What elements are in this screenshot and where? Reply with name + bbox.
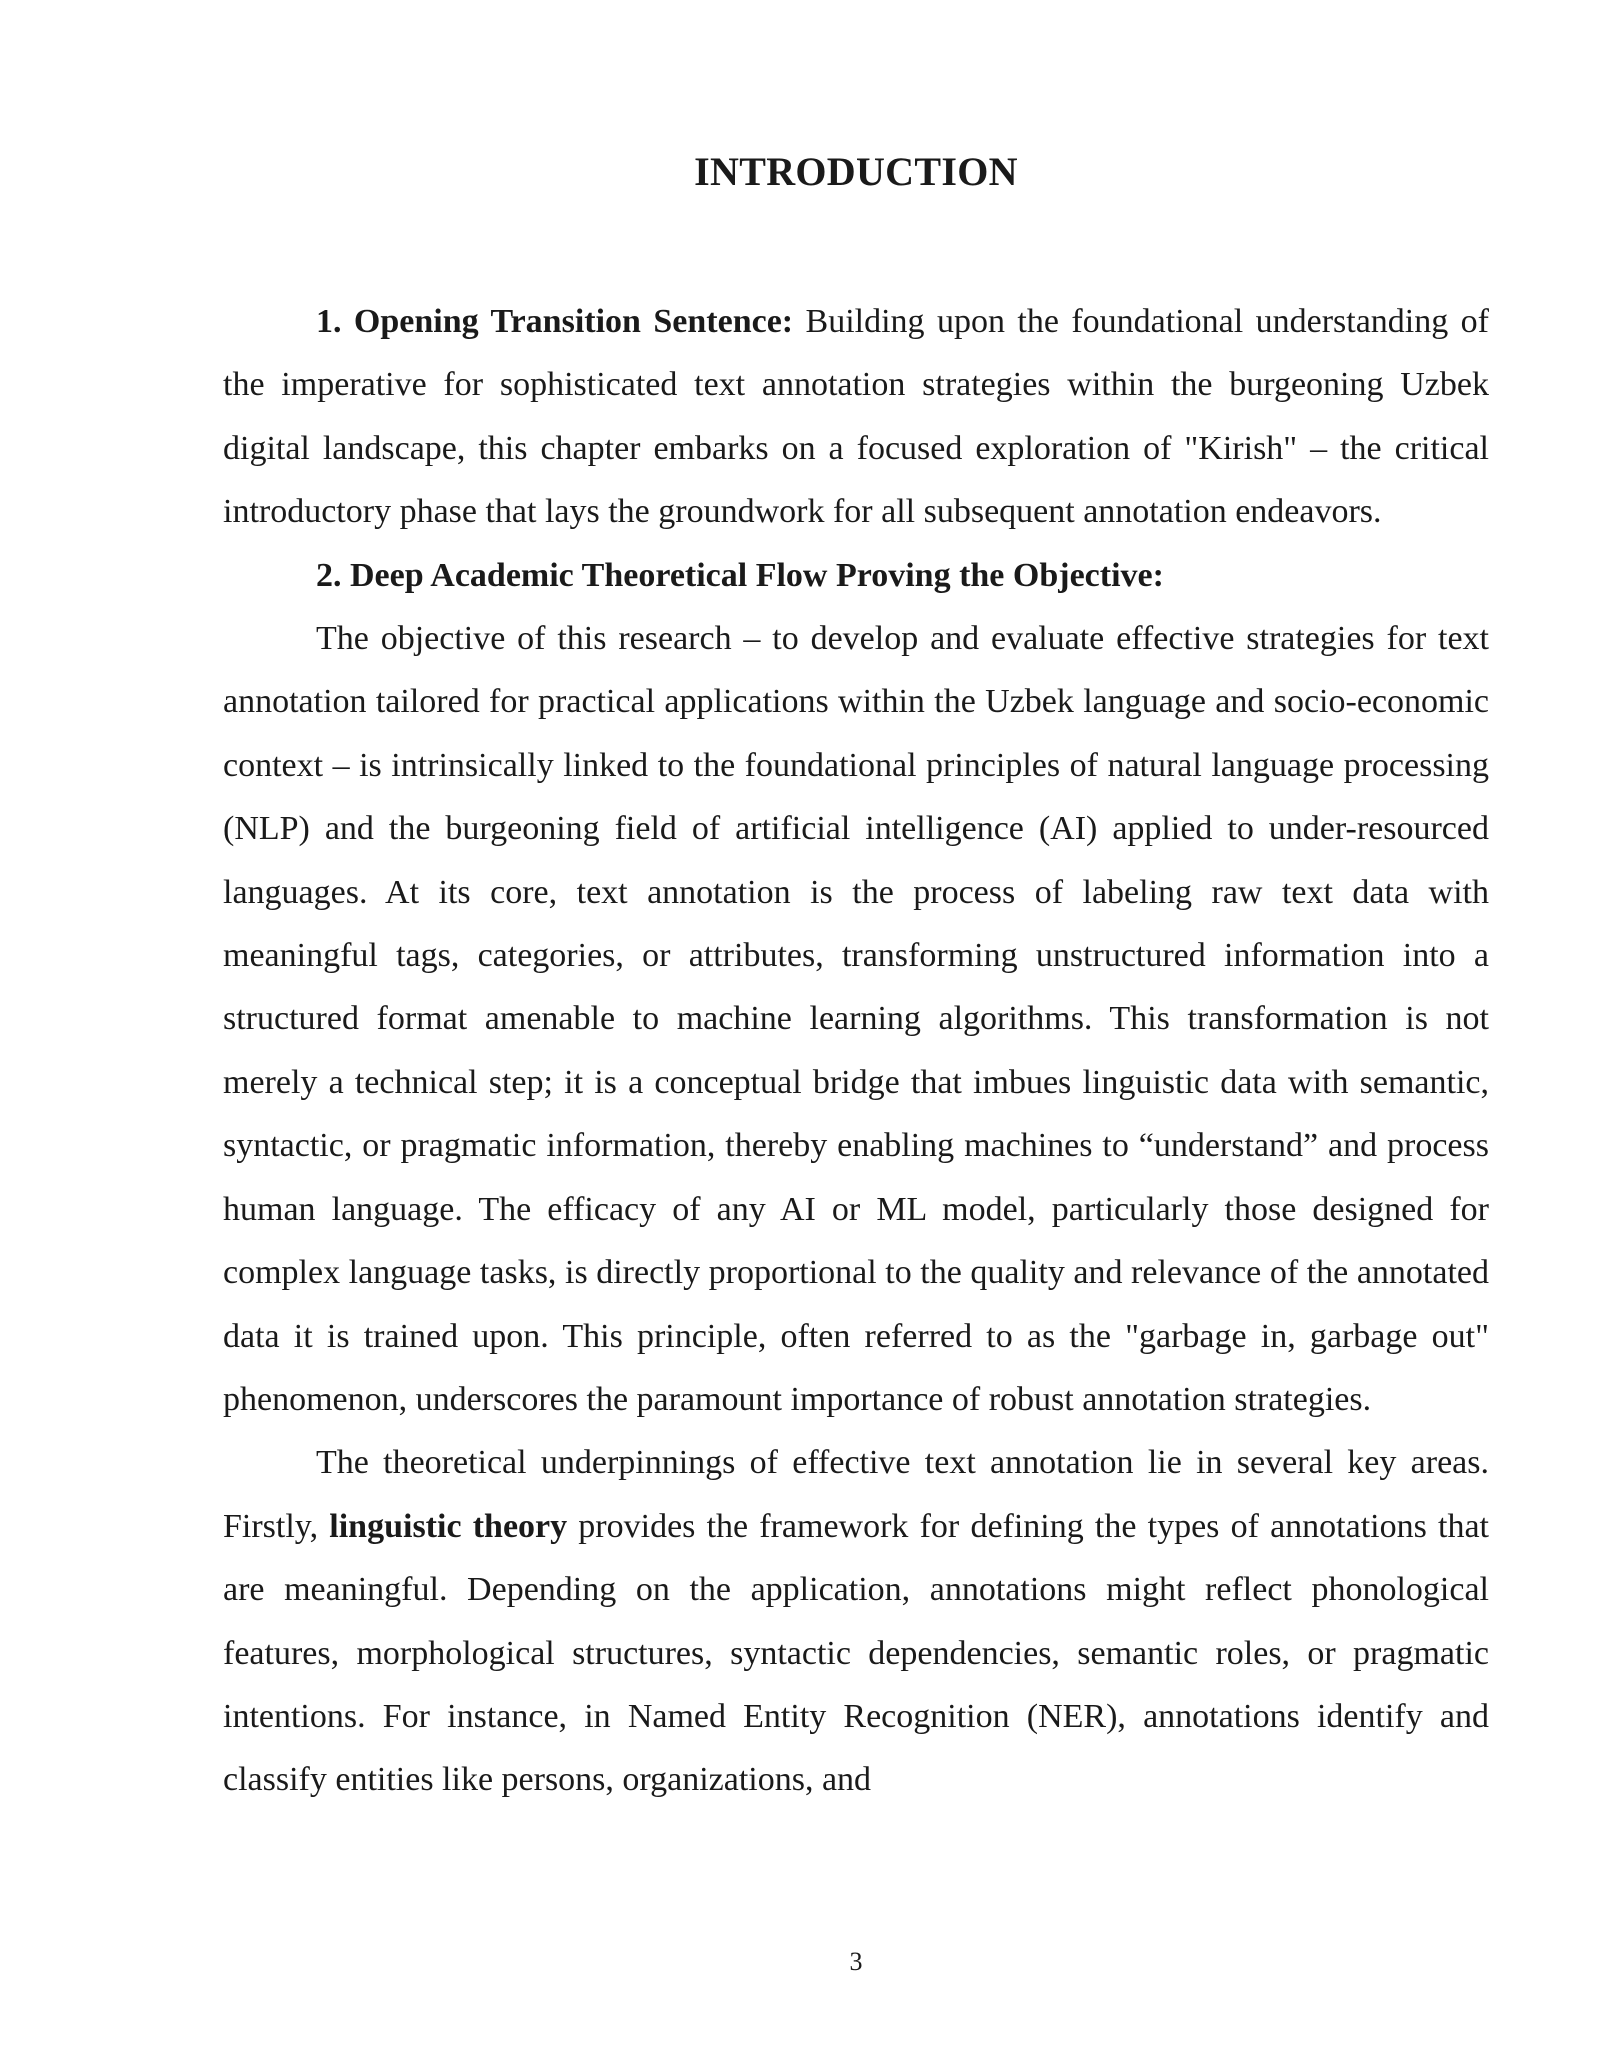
paragraph-theoretical-underpinnings	[223, 1431, 1489, 1811]
section-1-text: Building upon the foundational understanding of the imperative for sophisticated text annotation strategies within the burgeoning Uzbek digital landscape, this chapter embarks on a focused exploration of "Kirish" – the critical introductory phase that lays the groundwork for all subsequent annotation endeavors.	[223, 303, 1489, 531]
page-title: INTRODUCTION	[694, 149, 1018, 194]
paragraph-objective: The objective of this research – to develop and evaluate effective strategies for text annotation tailored for practical applications within the Uzbek language and socio-economic context – is intrinsically linked to the foundational principles of natural language processing (NLP) and the burgeoning field of artificial intelligence (AI) applied to under-resourced languages. At its core, text annotation is the process of labeling raw text data with meaningful tags, categories, or attributes, transforming unstructured information into a structured format amenable to machine learning algorithms. This transformation is not merely a technical step; it is a conceptual bridge that imbues linguistic data with semantic, syntactic, or pragmatic information, thereby enabling machines to “understand” and process human language. The efficacy of any AI or ML model, particularly those designed for complex language tasks, is directly proportional to the quality and relevance of the annotated data it is trained upon. This principle, often referred to as the "garbage in, garbage out" phenomenon, underscores the paramount importance of robust annotation strategies.	[223, 620, 1489, 1418]
page-number: 3	[849, 1947, 863, 1976]
paragraph-2-text-after: provides the framework for defining the types of annotations that are meaningful. Depending on the application, annotations might reflect phonological features, morphological structures, syntactic dependencies, semantic roles, or pragmatic intentions. For instance, in Named Entity Recognition (NER), annotations identify and classify entities like persons, organizations, and	[223, 1507, 1489, 1799]
paragraph-opening-transition	[223, 290, 1489, 544]
section-2-heading: 2. Deep Academic Theoretical Flow Proving the Objective:	[316, 556, 1164, 594]
paragraph-2-text-before: The theoretical underpinnings of effective text annotation lie in several key areas. Firstly,	[223, 1444, 1489, 1545]
section-1-label: 1. Opening Transition Sentence:	[316, 303, 794, 340]
body-text	[223, 290, 1489, 1812]
linguistic-theory-term: linguistic theory	[329, 1507, 568, 1545]
